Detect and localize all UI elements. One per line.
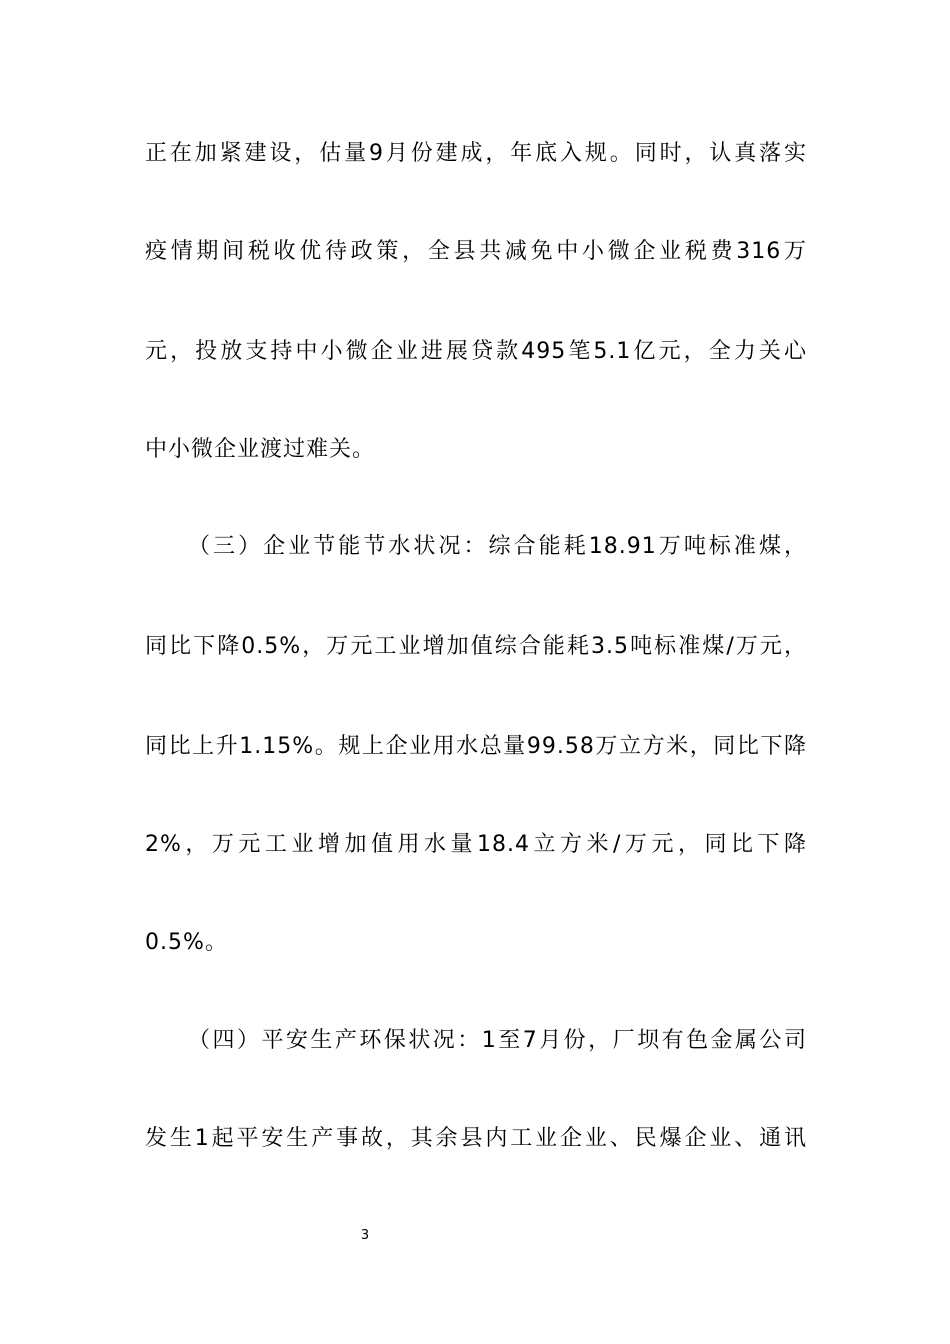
text-line-7: 同比上升1.15%。规上企业用水总量99.58万立方米，同比下降 xyxy=(145,734,807,759)
text-line-4: 中小微企业渡过难关。 xyxy=(145,437,376,462)
text-line-2: 疫情期间税收优待政策，全县共减免中小微企业税费316万 xyxy=(145,239,807,264)
text-line-9: 0.5%。 xyxy=(145,930,228,955)
page-number: 3 xyxy=(360,1228,370,1243)
text-line-11: 发生1起平安生产事故，其余县内工业企业、民爆企业、通讯 xyxy=(145,1126,807,1151)
section-heading-4: （四）平安生产环保状况：1至7月份，厂坝有色金属公司 xyxy=(188,1028,807,1053)
text-line-3: 元，投放支持中小微企业进展贷款495笔5.1亿元，全力关心 xyxy=(145,339,807,364)
text-line-6: 同比下降0.5%，万元工业增加值综合能耗3.5吨标准煤/万元， xyxy=(145,634,807,659)
section-heading-3: （三）企业节能节水状况：综合能耗18.91万吨标准煤， xyxy=(188,534,807,559)
text-line-8: 2%，万元工业增加值用水量18.4立方米/万元，同比下降 xyxy=(145,832,807,857)
text-line-1: 正在加紧建设，估量9月份建成，年底入规。同时，认真落实 xyxy=(145,141,807,166)
